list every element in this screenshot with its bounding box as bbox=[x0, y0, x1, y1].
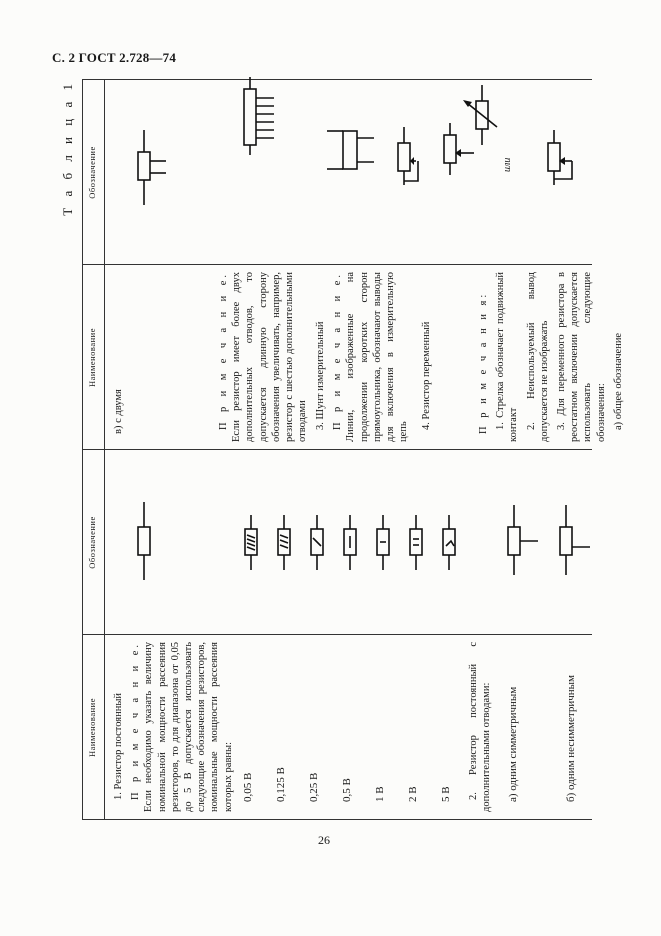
item-fixed-resistor: 1. Резистор постоянный bbox=[113, 692, 124, 800]
rotated-table bbox=[60, 80, 624, 820]
note-label: П р и м е ч а н и е. bbox=[218, 272, 229, 430]
note-label: П р и м е ч а н и е. bbox=[130, 642, 142, 800]
item-sym-tap: а) одним симметричным bbox=[507, 686, 519, 802]
variable-resistor-icon bbox=[444, 123, 474, 175]
left-description bbox=[112, 642, 239, 812]
table-border-left bbox=[82, 819, 592, 820]
note-six-taps bbox=[217, 272, 313, 442]
shunt-icon bbox=[327, 131, 374, 169]
item-asym-tap: б) одним несимметричным bbox=[565, 675, 577, 802]
power-label: 5 В bbox=[440, 786, 452, 802]
power-label: 0,05 В bbox=[242, 772, 254, 802]
table-caption: Т а б л и ц а 1 bbox=[60, 80, 75, 216]
resistor-six-taps-icon bbox=[244, 77, 274, 155]
note-text: Если резистор имеет более двух дополнительных отводов, то допускается длинную сторону обозначения увеличивать, например, резистор с шестью дополнительными отводами bbox=[231, 272, 309, 442]
item-shunt: 3. Шунт измерительный bbox=[315, 321, 326, 430]
page-header: С. 2 ГОСТ 2.728—74 bbox=[52, 50, 177, 65]
fixed-resistor-icon bbox=[138, 502, 150, 580]
col-header-symbol-1: Обозначение bbox=[87, 516, 97, 569]
note-4-2: 2. Неиспользуемый вывод допускается не изображать bbox=[525, 272, 550, 442]
rheostat-icon bbox=[548, 130, 572, 185]
rheostat-alt-icon bbox=[398, 127, 418, 185]
resistor-symbols-left bbox=[82, 450, 592, 635]
resistor-0125w-icon bbox=[278, 515, 290, 570]
power-label: 0,25 В bbox=[308, 772, 320, 802]
right-description bbox=[112, 272, 129, 442]
variable-notes bbox=[477, 272, 629, 442]
variable-general-icon bbox=[463, 85, 497, 145]
power-label: 0,125 В bbox=[275, 767, 287, 802]
col-header-symbol-2: Обозначение bbox=[87, 146, 97, 199]
item-tapped-title: 2. Резистор постоянный с дополнительными отводами: bbox=[468, 642, 493, 812]
resistor-1w-icon bbox=[377, 515, 389, 570]
note-power bbox=[129, 642, 235, 812]
note-text: Линии, изображенные на продолжении коротких сторон прямоугольника, обозначают выводы для включения в измерительную цепь bbox=[345, 272, 410, 442]
item-variable-resistor: 4. Резистор переменный bbox=[421, 321, 432, 430]
notes-label: П р и м е ч а н и я: bbox=[478, 291, 489, 434]
resistor-5w-icon bbox=[443, 515, 455, 570]
resistor-two-taps-icon bbox=[138, 130, 166, 205]
resistor-symmetric-tap-icon bbox=[508, 505, 538, 575]
resistor-05w-icon bbox=[344, 515, 356, 570]
item-general-designation: а) общее обозначение bbox=[612, 332, 624, 430]
col-header-name-1: Наименование bbox=[87, 698, 97, 757]
resistor-asymmetric-tap-icon bbox=[560, 505, 590, 575]
page-number: 26 bbox=[318, 833, 330, 847]
resistor-005w-icon bbox=[245, 515, 257, 570]
col-header-name-2: Наименование bbox=[87, 328, 97, 387]
resistor-symbols-right bbox=[82, 80, 592, 265]
power-label: 1 В bbox=[374, 786, 386, 802]
note-text: Если необходимо указать величину номинальной мощности рассеяния резисторов, то для диапазона от 0,05 до 5 В допускается использовать следующие обозначения резисторов, номинальные мощности рассеяния которых равны: bbox=[143, 642, 234, 812]
note-4-3: 3. Для переменного резистора в реостатном включении допускается использовать следующие обозначения: bbox=[556, 272, 607, 442]
power-label: 2 В bbox=[407, 786, 419, 802]
or-label: или bbox=[502, 157, 513, 172]
note-4-1: 1. Стрелка обозначает подвижный контакт bbox=[495, 272, 520, 442]
resistor-2w-icon bbox=[410, 515, 422, 570]
item-tapped-resistor bbox=[467, 642, 497, 812]
item-two-taps: в) с двумя bbox=[113, 389, 124, 434]
note-label: П р и м е ч а н и е. bbox=[332, 272, 344, 430]
resistor-025w-icon bbox=[311, 515, 323, 570]
power-label: 0,5 В bbox=[341, 778, 353, 802]
variable-block bbox=[420, 272, 437, 442]
shunt-block bbox=[314, 272, 414, 442]
